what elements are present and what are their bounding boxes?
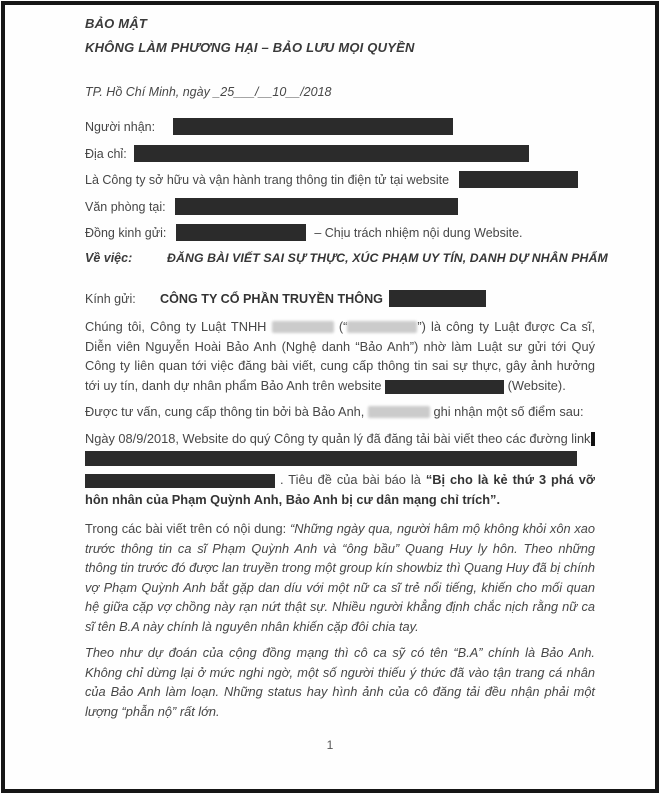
redaction-bar-links-line1 xyxy=(85,451,577,466)
office-row xyxy=(85,199,600,219)
cc-note: – Chịu trách nhiệm nội dung Website. xyxy=(314,225,523,240)
recipient-row xyxy=(85,119,600,139)
paragraph-quoted-content-1 xyxy=(85,519,595,636)
website-owner-row xyxy=(85,172,600,192)
salutation-company-prefix: CÔNG TY CỔ PHẦN TRUYỀN THÔNG xyxy=(160,291,383,306)
subject-title: ĐĂNG BÀI VIẾT SAI SỰ THỰC, XÚC PHẠM UY TÍN, DANH DỰ NHÂN PHẨM xyxy=(167,251,608,265)
paragraph-introduction xyxy=(85,317,595,395)
van-phong-label: Văn phòng tại: xyxy=(85,199,166,214)
para1-open-quote: (“ xyxy=(338,319,348,334)
paragraph-quoted-content-2: Theo như dự đoán của cộng đồng mạng thì cô ca sỹ có tên “B.A” chính là Bảo Anh. Không chỉ dừng lại ở mức nghi ngờ, một số người thiếu ý thức đã vào tận trang cá nhân của Bảo Anh làm loạn. Những status hay hình ảnh của cô đăng tải đều nhận phải một lượng “phẫn nộ” rất lớn. xyxy=(85,645,595,719)
redaction-bar-company-name xyxy=(389,290,486,307)
cc-row xyxy=(85,225,600,245)
para1-website-suffix: (Website). xyxy=(507,377,566,393)
page-number: 1 xyxy=(326,738,334,752)
para2-text-end: ghi nhận một số điểm sau: xyxy=(433,404,584,419)
para3-line1: Ngày 08/9/2018, Website do quý Công ty quản lý đã đăng tải bài viết theo các đường link xyxy=(85,430,591,446)
confidential-label: BẢO MẬT xyxy=(85,16,148,31)
blur-redaction-lawfirm-name xyxy=(272,321,334,333)
website-owner-text: Là Công ty sở hữu và vận hành trang thông tin điện tử tại website xyxy=(85,172,450,187)
redaction-bar-address xyxy=(134,145,529,162)
redaction-bar-recipient-name xyxy=(173,118,453,135)
salutation-label: Kính gửi: xyxy=(85,292,136,306)
address-row xyxy=(85,146,600,166)
paragraph-article-title xyxy=(85,470,595,509)
para2-text: Được tư vấn, cung cấp thông tin bởi bà Bảo Anh, xyxy=(85,404,365,419)
para4-quote: “Những ngày qua, người hâm mộ không khỏi xôn xao trước thông tin ca sĩ Phạm Quỳnh Anh và “ông bầu” Quang Huy ly hôn. Theo những thông tin trước đó được lan truyền trong một group kín showbiz thì Quang Huy đã bị chính vợ Phạm Quỳnh Anh bắt gặp dan díu với một nữ ca sĩ trẻ nổi tiếng, khiến cho mối quan hệ giữa cặp vợ chồng này rạn nứt thật sự. Nhiều người khẳng định chắc nịch rằng nữ ca sĩ tên B.A này chính là nguyên nhân khiến cặp đôi chia tay. xyxy=(85,521,595,634)
salutation-company xyxy=(160,291,486,308)
article-title-quote: “Bị cho là kẻ thứ 3 phá vỡ hôn nhân của Phạm Quỳnh Anh, Bảo Anh bị cư dân mạng chỉ trích”. xyxy=(85,472,595,507)
no-prejudice-label: KHÔNG LÀM PHƯƠNG HẠI – BẢO LƯU MỌI QUYỀN xyxy=(85,40,415,55)
blur-redaction-client-info xyxy=(368,406,430,418)
redaction-bar-website-inline xyxy=(385,380,504,394)
letter-body xyxy=(85,317,595,728)
paragraph-article-links xyxy=(85,429,595,449)
redaction-caret xyxy=(591,432,595,446)
para4-intro: Trong các bài viết trên có nội dung: xyxy=(85,521,287,536)
para3-title-intro: . Tiêu đề của bài báo là xyxy=(279,472,421,487)
dong-kinh-gui-label: Đồng kinh gửi: xyxy=(85,225,167,240)
para1-text: Chúng tôi, Công ty Luật TNHH xyxy=(85,319,267,334)
redaction-bar-links-line2 xyxy=(85,474,275,488)
paragraph-consultation xyxy=(85,402,595,422)
redaction-bar-office xyxy=(175,198,458,215)
para1-text-main: ”) là công ty Luật được Ca sĩ, Diễn viên Nguyễn Hoài Bảo Anh (Nghệ danh “Bảo Anh”) nhờ làm Luật sư gửi tới Quý Công ty liên quan tới việc đăng bài viết, cung cấp thông tin sai sự thực, gây ảnh hưởng tới uy tín, danh dự nhân phẩm Bảo Anh trên website xyxy=(85,319,596,393)
redaction-bar-cc xyxy=(176,224,306,241)
redaction-bar-website xyxy=(459,171,578,188)
nguoi-nhan-label: Người nhận: xyxy=(85,119,156,134)
date-line: TP. Hồ Chí Minh, ngày _25___/__10__/2018 xyxy=(85,85,332,99)
blur-redaction-lawfirm-shortname xyxy=(347,321,417,333)
subject-label: Về việc: xyxy=(85,251,133,265)
dia-chi-label: Địa chỉ: xyxy=(85,146,127,161)
